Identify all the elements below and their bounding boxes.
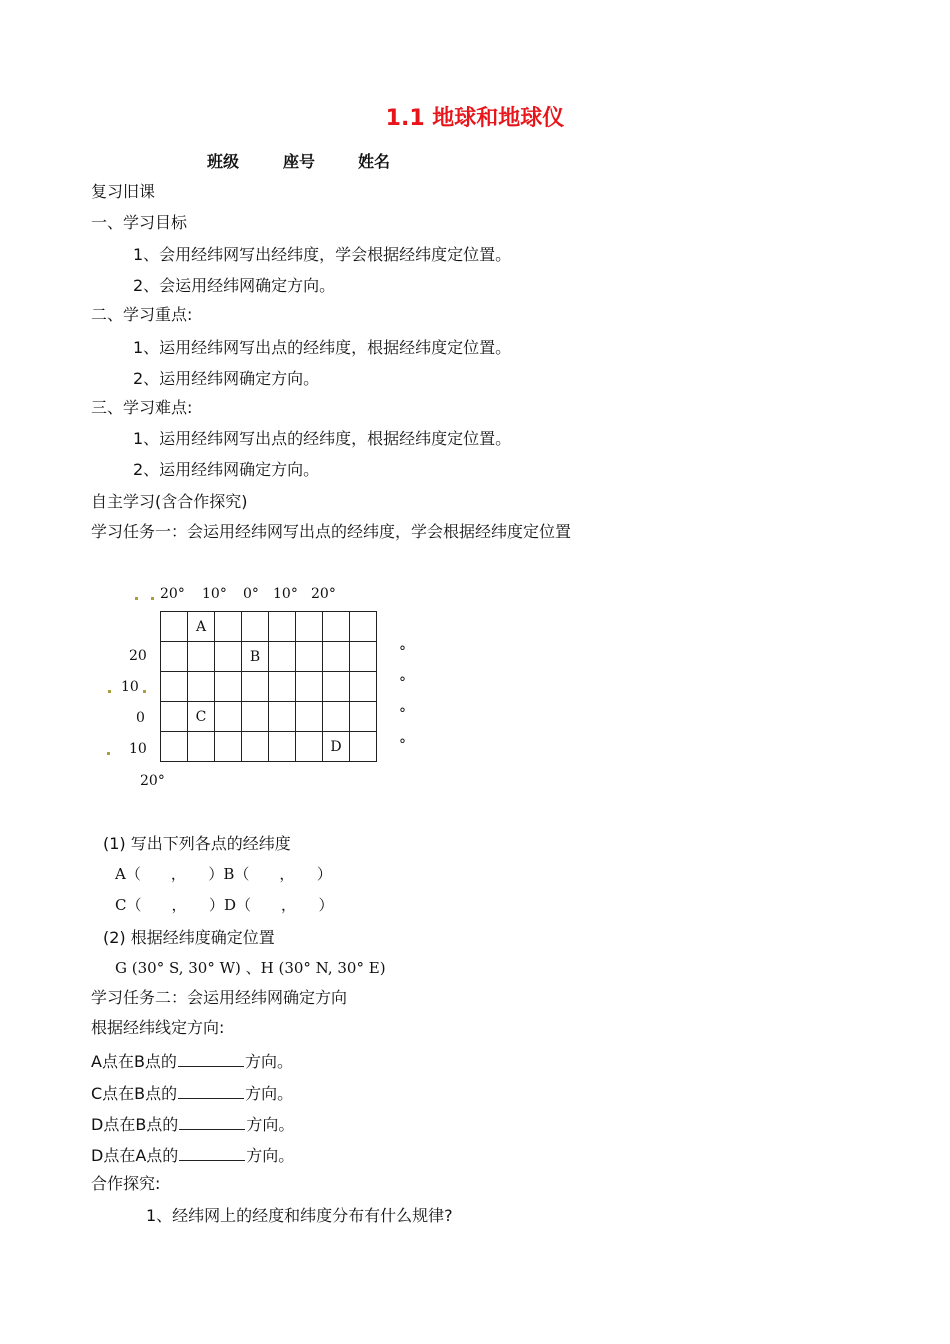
degree-mark: ° [399,675,406,691]
coop-item: 1、经纬网上的经度和纬度分布有什么规律? [146,1206,453,1225]
direction-pre: D点在B点的 [91,1115,179,1134]
direction-question [91,1084,293,1102]
key-point-item: 1、运用经纬网写出点的经纬度，根据经纬度定位置。 [133,338,512,357]
direction-question [91,1146,294,1164]
grid-cell [269,612,296,642]
direction-question [91,1052,293,1070]
grid-cell [323,612,350,642]
point-d: D [323,732,350,762]
top-tick-label: 20° [160,586,185,602]
goal-item: 2、会运用经纬网确定方向。 [133,276,336,295]
latlong-grid [160,611,377,762]
top-tick-label: 20° [311,586,336,602]
grid-cell [296,612,323,642]
bottom-tick-label: 20° [140,773,165,789]
direction-post: 方向。 [246,1146,295,1165]
top-tick-label: 0° [243,586,259,602]
difficulty-item: 2、运用经纬网确定方向。 [133,460,320,479]
grid-cell [269,702,296,732]
grid-cell [215,642,242,672]
q2-text: G (30° S, 30° W) 、H (30° N, 30° E) [115,959,386,977]
grid-cell [350,702,377,732]
grid-cell [188,732,215,762]
grid-cell [350,642,377,672]
grid-cell [242,672,269,702]
difficulty-item: 1、运用经纬网写出点的经纬度，根据经纬度定位置。 [133,429,512,448]
grid-cell [350,732,377,762]
grid-cell [161,702,188,732]
direction-pre: C点在B点的 [91,1084,178,1103]
left-tick-label: 20 [129,648,147,664]
grid-cell [215,612,242,642]
direction-post: 方向。 [246,1115,295,1134]
answer-blank[interactable] [179,1146,245,1161]
name-label: 姓名 [358,152,391,171]
direction-intro: 根据经纬线定方向: [91,1018,225,1037]
answer-blank[interactable] [178,1052,244,1067]
seat-label: 座号 [283,152,316,171]
direction-pre: D点在A点的 [91,1146,179,1165]
task1-heading: 学习任务一：会运用经纬网写出点的经纬度，学会根据经纬度定位置 [91,522,572,541]
q2-heading: (2) 根据经纬度确定位置 [103,928,275,947]
point-c: C [188,702,215,732]
grid-cell [350,672,377,702]
task2-heading: 学习任务二：会运用经纬网确定方向 [91,988,348,1007]
grid-cell [269,642,296,672]
answer-blank[interactable] [179,1115,245,1130]
grid-cell [215,672,242,702]
grid-cell [161,672,188,702]
degree-mark: ° [399,644,406,660]
grid-cell [323,642,350,672]
top-tick-label: 10° [273,586,298,602]
point-b: B [242,642,269,672]
direction-pre: A点在B点的 [91,1052,177,1071]
degree-mark: ° [399,706,406,722]
left-tick-label: 0 [136,710,145,726]
difficulties-heading: 三、学习难点: [91,398,193,417]
grid-cell [269,672,296,702]
q1-heading: (1) 写出下列各点的经纬度 [103,834,291,853]
review-heading: 复习旧课 [91,182,156,201]
grid-cell [296,642,323,672]
goal-item: 1、会用经纬网写出经纬度，学会根据经纬度定位置。 [133,245,512,264]
grid-cell [296,672,323,702]
decorative-dot [107,752,110,755]
self-study-heading: 自主学习(含合作探究) [91,492,248,511]
point-a: A [188,612,215,642]
grid-cell [161,612,188,642]
decorative-dot [108,690,111,693]
grid-cell [161,642,188,672]
direction-post: 方向。 [245,1084,294,1103]
grid-cell [296,702,323,732]
left-tick-label: 10 [121,679,139,695]
left-tick-label: 10 [129,741,147,757]
grid-cell [323,672,350,702]
grid-cell [269,732,296,762]
coop-heading: 合作探究: [91,1174,161,1193]
decorative-dot [135,597,138,600]
key-points-heading: 二、学习重点: [91,305,193,324]
grid-cell [296,732,323,762]
grid-cell [242,702,269,732]
grid-cell [323,702,350,732]
key-point-item: 2、运用经纬网确定方向。 [133,369,320,388]
goals-heading: 一、学习目标 [91,213,188,232]
grid-cell [188,642,215,672]
top-tick-label: 10° [202,586,227,602]
decorative-dot [143,690,146,693]
q1-row: A（ ， ）B（ ， ） [115,865,332,883]
direction-post: 方向。 [244,1052,293,1071]
grid-cell [188,672,215,702]
grid-cell [242,612,269,642]
grid-cell [215,732,242,762]
answer-blank[interactable] [178,1084,244,1099]
q1-row: C（ ， ）D（ ， ） [115,896,334,914]
grid-cell [242,732,269,762]
grid-cell [215,702,242,732]
grid-cell [161,732,188,762]
degree-mark: ° [399,737,406,753]
grid-cell [350,612,377,642]
class-label: 班级 [207,152,240,171]
decorative-dot [151,597,154,600]
direction-question [91,1115,294,1133]
page-title: 1.1 地球和地球仪 [385,106,565,131]
